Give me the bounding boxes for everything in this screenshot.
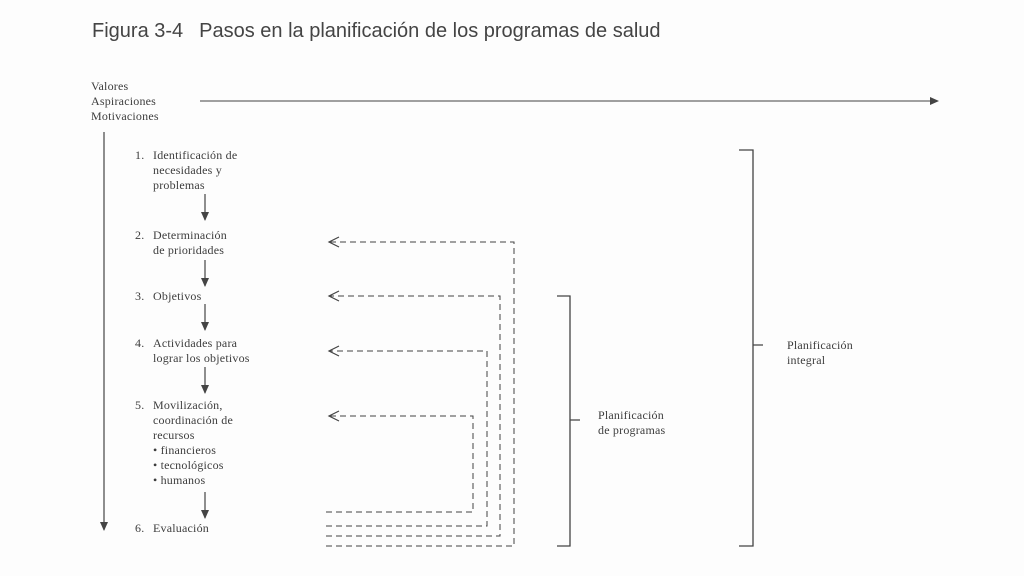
feedback-loop-to-step-2	[326, 242, 514, 546]
program-planning-label-line-2: de programas	[598, 423, 666, 437]
step-6	[135, 521, 209, 536]
step-4-number: 4.	[135, 336, 145, 350]
header-label-values: Valores	[91, 79, 129, 93]
figure-number: Figura 3-4	[92, 20, 184, 42]
step-6-number: 6.	[135, 521, 145, 535]
step-2-line-1: Determinación	[153, 228, 227, 242]
step-5-number: 5.	[135, 398, 145, 412]
step-4-line-1: Actividades para	[153, 336, 238, 350]
step-3	[135, 289, 201, 304]
feedback-loop-to-step-5	[326, 416, 473, 512]
step-2	[135, 228, 227, 258]
header-label-aspirations: Aspiraciones	[91, 94, 157, 108]
feedback-arrowheads	[329, 237, 339, 421]
program-planning-bracket	[557, 296, 580, 546]
step-5-line-2: coordinación de	[153, 413, 233, 427]
step-4-line-2: lograr los objetivos	[153, 351, 250, 365]
program-planning-label	[598, 408, 665, 438]
step-5-resource-technological: • tecnológicos	[153, 458, 224, 472]
header-labels	[91, 79, 159, 124]
step-1	[135, 148, 237, 193]
step-5-line-1: Movilización,	[153, 398, 223, 412]
feedback-loop-to-step-4	[326, 351, 487, 526]
program-planning-label-line-1: Planificación	[598, 408, 664, 422]
step-6-line-1: Evaluación	[153, 521, 209, 535]
step-5	[135, 398, 233, 488]
step-5-resource-financial: • financieros	[153, 443, 217, 457]
step-5-resource-human: • humanos	[153, 473, 206, 487]
step-3-number: 3.	[135, 289, 145, 303]
integral-planning-label	[787, 338, 853, 368]
step-2-number: 2.	[135, 228, 145, 242]
step-1-line-1: Identificación de	[153, 148, 238, 162]
integral-planning-label-line-2: integral	[787, 353, 826, 367]
step-1-number: 1.	[135, 148, 145, 162]
step-1-line-3: problemas	[153, 178, 205, 192]
integral-planning-label-line-1: Planificación	[787, 338, 853, 352]
step-5-line-3: recursos	[153, 428, 195, 442]
step-4	[135, 336, 250, 366]
step-2-line-2: de prioridades	[153, 243, 225, 257]
figure-title-text: Pasos en la planificación de los programas de salud	[199, 20, 661, 42]
integral-planning-bracket	[739, 150, 763, 546]
step-1-line-2: necesidades y	[153, 163, 222, 177]
header-label-motivations: Motivaciones	[91, 109, 159, 123]
feedback-loops	[326, 242, 514, 546]
step-3-line-1: Objetivos	[153, 289, 202, 303]
